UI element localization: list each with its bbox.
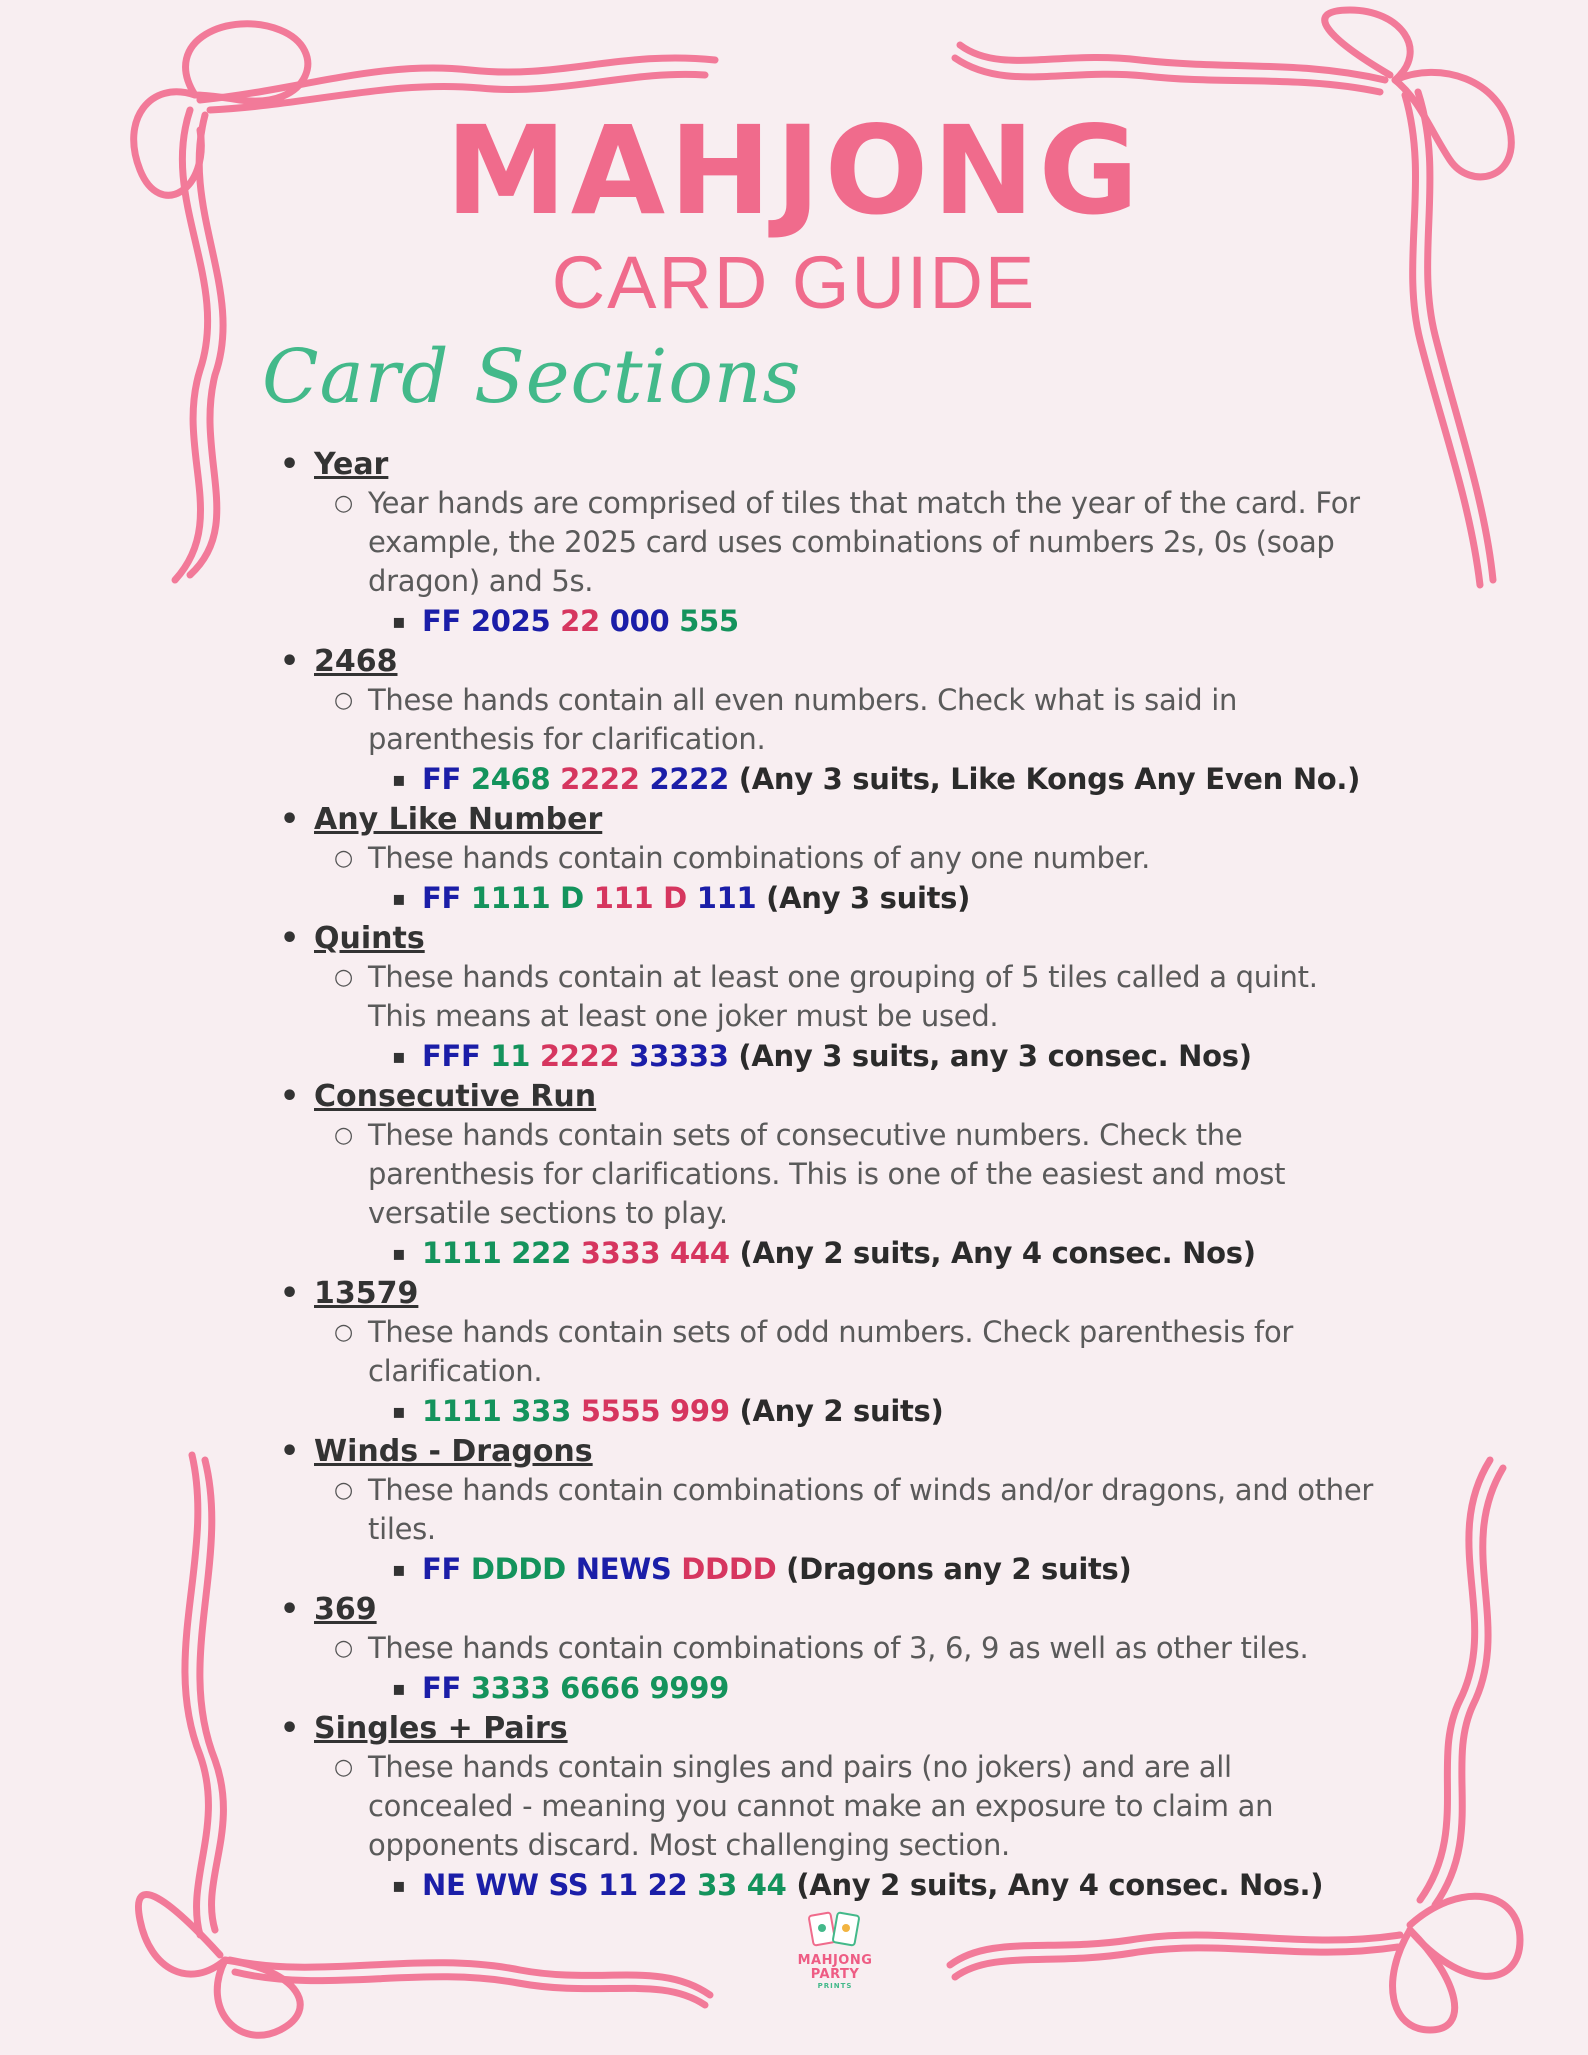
bottom-right-bow-loop-2 — [1393, 1930, 1455, 2030]
example-hand — [422, 1549, 1416, 1589]
hand-segment: FFF — [422, 1039, 491, 1073]
hand-segment: 555 — [679, 604, 739, 638]
bottom-left-bow-loop-2 — [217, 1960, 300, 2035]
hand-segment: FF — [422, 1671, 471, 1705]
section-heading: Card Sections — [262, 334, 802, 420]
category-label: • Winds - Dragons — [276, 1433, 1416, 1471]
category-list — [276, 444, 1416, 1905]
hand-segment: DDDD — [681, 1552, 787, 1586]
page-subtitle: CARD GUIDE — [551, 241, 1037, 324]
category-description: ○ These hands contain all even numbers. Check what is said in parenthesis for clarification. — [368, 681, 1416, 759]
hand-segment: 22 — [560, 604, 610, 638]
hand-segment: (Any 3 suits) — [766, 881, 971, 915]
hand-segment: 33333 — [629, 1039, 739, 1073]
example-hand — [422, 878, 1416, 918]
page-title: MAHJONG — [445, 100, 1143, 242]
hand-segment: (Dragons any 2 suits) — [786, 1552, 1132, 1586]
example-hand — [422, 1233, 1416, 1273]
hand-segment: 5555 999 — [580, 1394, 740, 1428]
example-hand — [422, 1391, 1416, 1431]
hand-segment: 2222 — [539, 1039, 630, 1073]
hand-segment: 11 — [490, 1039, 540, 1073]
hand-segment: NE WW SS 11 22 — [422, 1868, 698, 1902]
category-label: • Year — [276, 446, 1416, 484]
category-label: • 369 — [276, 1591, 1416, 1629]
category-description: ○ These hands contain combinations of winds and/or dragons, and other tiles. — [368, 1471, 1416, 1549]
hand-segment: (Any 3 suits, Like Kongs Any Even No.) — [738, 762, 1361, 796]
hand-segment: (Any 3 suits, any 3 consec. Nos) — [738, 1039, 1252, 1073]
hand-segment: FF — [422, 881, 471, 915]
category-description: ○ These hands contain singles and pairs (no jokers) and are all concealed - meaning you cannot make an exposure to claim an opponents discard. Most challenging section. — [368, 1748, 1416, 1865]
hand-segment: FF — [422, 1552, 471, 1586]
hand-segment: 111 D — [593, 881, 697, 915]
hand-segment: 3333 444 — [580, 1236, 740, 1270]
hand-segment: 1111 D — [470, 881, 594, 915]
category-label: • Singles + Pairs — [276, 1710, 1416, 1748]
example-hand — [422, 759, 1416, 799]
hand-segment: 111 — [696, 881, 767, 915]
hand-segment: FF 2025 — [422, 604, 561, 638]
tiles-icon — [805, 1910, 865, 1950]
logo-line-3: PRINTS — [817, 1982, 853, 1990]
brand-logo — [780, 1910, 890, 1990]
example-hand — [422, 1668, 1416, 1708]
bottom-left-ribbon-side-2 — [185, 1455, 208, 1935]
category-description: ○ These hands contain combinations of 3, 6, 9 as well as other tiles. — [368, 1629, 1416, 1668]
hand-segment: 2222 — [560, 762, 650, 796]
example-hand — [422, 601, 1416, 641]
example-hand — [422, 1865, 1416, 1905]
bottom-right-bow-loop — [1410, 1896, 1520, 1976]
hand-segment: 1111 222 — [422, 1236, 581, 1270]
category-label: • 13579 — [276, 1275, 1416, 1313]
category-description: ○ These hands contain combinations of any one number. — [368, 839, 1416, 878]
hand-segment: 000 — [609, 604, 680, 638]
category-label: • 2468 — [276, 643, 1416, 681]
hand-segment: 2222 — [649, 762, 739, 796]
category-label: • Any Like Number — [276, 801, 1416, 839]
example-hand — [422, 1036, 1416, 1076]
category-description: ○ Year hands are comprised of tiles that match the year of the card. For example, the 2025 card uses combinations of numbers 2s, 0s (soap dragon) and 5s. — [368, 484, 1416, 601]
bottom-right-ribbon-bottom-2 — [955, 1947, 1398, 1977]
category-label: • Consecutive Run — [276, 1078, 1416, 1116]
hand-segment: (Any 2 suits) — [739, 1394, 944, 1428]
hand-segment: DDDD — [470, 1552, 576, 1586]
hand-segment: 1111 333 — [422, 1394, 581, 1428]
hand-segment: 2468 — [470, 762, 561, 796]
hand-segment: (Any 2 suits, Any 4 consec. Nos) — [739, 1236, 1256, 1270]
category-description: ○ These hands contain at least one grouping of 5 tiles called a quint. This means at least one joker must be used. — [368, 958, 1416, 1036]
category-description: ○ These hands contain sets of consecutive numbers. Check the parenthesis for clarifications. This is one of the easiest and most versatile sections to play. — [368, 1116, 1416, 1233]
hand-segment: FF — [422, 762, 471, 796]
hand-segment: 3333 6666 9999 — [470, 1671, 729, 1705]
category-description: ○ These hands contain sets of odd numbers. Check parenthesis for clarification. — [368, 1313, 1416, 1391]
logo-line-2: PARTY — [810, 1967, 860, 1982]
logo-line-1: MAHJONG — [797, 1953, 873, 1968]
hand-segment: 33 44 — [697, 1868, 797, 1902]
hand-segment: NEWS — [575, 1552, 682, 1586]
hand-segment: (Any 2 suits, Any 4 consec. Nos.) — [796, 1868, 1324, 1902]
category-label: • Quints — [276, 920, 1416, 958]
